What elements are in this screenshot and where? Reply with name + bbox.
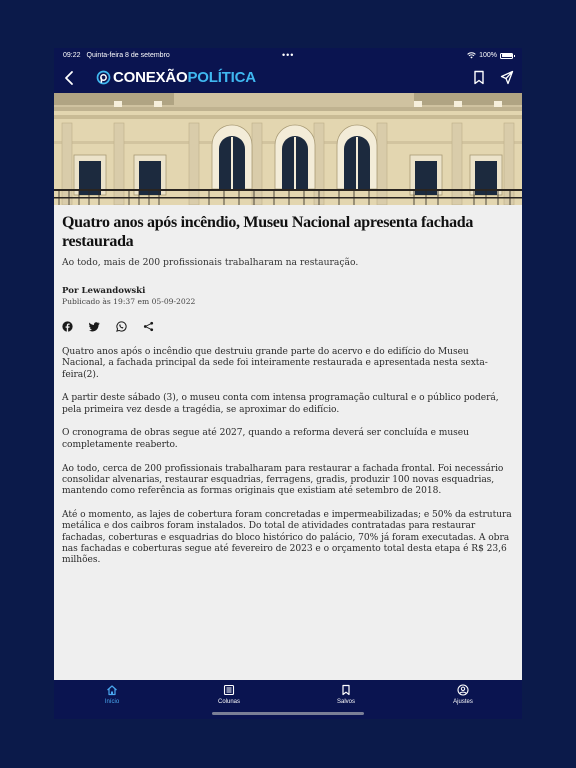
columns-icon [223, 684, 235, 696]
article-body [62, 347, 514, 566]
article-paragraph: Ao todo, cerca de 200 profissionais trabalharam para restaurar a fachada frontal. Foi necessário consolidar alvenarias, restaurar esquadrias, ferragens, gradis, produzir 100 novas esquadrias, mantendo como referência as formas originais que existiam até setembro de 2018. [62, 463, 504, 497]
article-content [62, 213, 514, 579]
article-published-date: Publicado às 19:37 em 05-09-2022 [62, 297, 196, 306]
whatsapp-icon[interactable] [116, 321, 127, 332]
facebook-icon[interactable] [62, 321, 73, 332]
app-logo [96, 69, 256, 86]
wifi-icon [467, 52, 476, 59]
share-bar [62, 320, 514, 332]
article-paragraph: Até o momento, as lajes de cobertura foram concretadas e impermeabilizadas; e 50% da estrutura metálica e dos caibros foram instalados. Do total de atividades contratadas para restaurar fachadas, coberturas e esquadrias do bloco histórico do palácio, 70% já foram executadas. A obra nas fachadas e coberturas segue até fevereiro de 2023 e o orçamento total desta etapa é R$ 23,6 milhões. [62, 509, 512, 566]
article-author: Por Lewandowski [62, 286, 146, 296]
battery-icon [500, 53, 513, 59]
article-paragraph: Quatro anos após o incêndio que destruiu grande parte do acervo e do edifício do Museu Nacional, a fachada principal da sede foi inteiramente restaurada e apresentada nesta sexta-feira(2). [62, 347, 488, 380]
logo-word-1: CONEXÃO [113, 69, 188, 86]
app-window [54, 48, 522, 719]
logo-mark-icon [96, 70, 111, 85]
bottom-tab-bar [54, 680, 522, 719]
article-paragraph: A partir deste sábado (3), o museu conta com intensa programação cultural e o público poderá, pela primeira vez desde a tragédia, se aproximar do edifício. [62, 393, 499, 415]
bookmark-icon [340, 684, 352, 696]
back-chevron-icon[interactable] [62, 69, 78, 87]
article-subtitle: Ao todo, mais de 200 profissionais trabalharam na restauração. [62, 257, 359, 268]
tab-salvos[interactable] [316, 684, 376, 705]
multitasking-dots-icon[interactable]: ••• [282, 50, 295, 60]
tab-inicio[interactable] [82, 684, 142, 705]
bookmark-icon[interactable] [472, 70, 486, 85]
home-indicator[interactable] [212, 712, 364, 715]
home-icon [106, 684, 118, 696]
share-icon[interactable] [143, 321, 154, 332]
status-bar [54, 48, 522, 63]
tab-label: Salvos [336, 699, 355, 705]
top-nav-bar [54, 63, 522, 93]
tab-label: Ajustes [453, 699, 473, 705]
article-title: Quatro anos após incêndio, Museu Nacional apresenta fachada restaurada [62, 214, 474, 250]
twitter-icon[interactable] [89, 321, 100, 332]
tab-label: Início [104, 699, 120, 705]
tab-colunas[interactable] [199, 684, 259, 705]
article-paragraph: O cronograma de obras segue até 2027, quando a reforma deverá ser concluída e museu completamente reaberto. [62, 428, 469, 450]
tab-ajustes[interactable] [433, 684, 493, 705]
status-time: 09:22 [63, 52, 81, 59]
logo-word-2: POLÍTICA [187, 69, 256, 86]
tab-label: Colunas [217, 699, 240, 705]
status-right [467, 48, 513, 63]
send-icon[interactable] [500, 70, 514, 85]
nav-actions [472, 70, 514, 85]
article-hero-image [54, 93, 522, 205]
user-settings-icon [457, 684, 469, 696]
battery-percent: 100% [479, 52, 497, 59]
status-date: Quinta-feira 8 de setembro [86, 52, 170, 59]
